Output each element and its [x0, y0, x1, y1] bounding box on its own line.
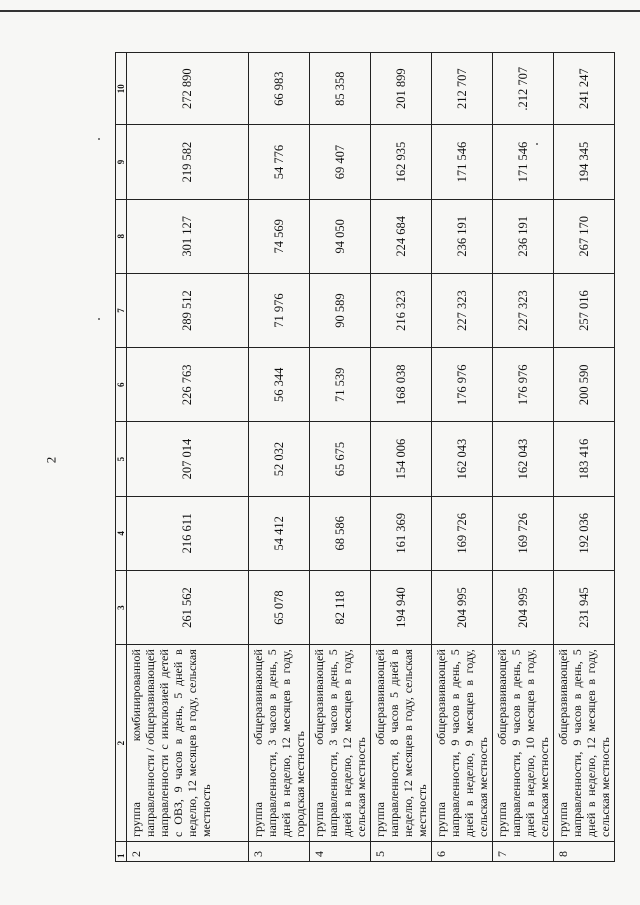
table-cell: 236 191: [493, 199, 554, 273]
table-cell: 227 323: [493, 273, 554, 347]
table-cell: 192 036: [554, 496, 615, 570]
table-cell: 169 726: [493, 496, 554, 570]
table-cell: 68 586: [310, 496, 371, 570]
row-description: группа комбинированной направленности / общеразвивающей направленности с инклюзией детей с ОВЗ, 9 часов в день, 5 дней в неделю, 12 месяцев в году, сельская местность: [127, 645, 249, 842]
table-cell: 227 323: [432, 273, 493, 347]
table-cell: 176 976: [493, 348, 554, 422]
table-row: [127, 53, 249, 862]
table-cell: 267 170: [554, 199, 615, 273]
row-index: 4: [310, 841, 371, 861]
column-header: 6: [116, 348, 127, 422]
table-cell: 69 407: [310, 125, 371, 199]
table-cell: 301 127: [127, 199, 249, 273]
table-cell: 66 983: [249, 53, 310, 125]
table-row: [493, 53, 554, 862]
table-cell: 257 016: [554, 273, 615, 347]
column-header: 10: [116, 53, 127, 125]
table-row: [554, 53, 615, 862]
table-cell: 216 323: [371, 273, 432, 347]
table-cell: 212 707: [432, 53, 493, 125]
table-cell: 168 038: [371, 348, 432, 422]
table-cell: 90 589: [310, 273, 371, 347]
table-row: [310, 53, 371, 862]
rotated-table-container: [115, 52, 615, 862]
scan-top-edge-line: [0, 10, 640, 12]
table-cell: 171 546: [432, 125, 493, 199]
header-row: [116, 53, 127, 862]
column-header: 2: [116, 645, 127, 842]
table-cell: 226 763: [127, 348, 249, 422]
table-cell: 162 935: [371, 125, 432, 199]
page-number: 2: [43, 456, 59, 464]
table-cell: 161 369: [371, 496, 432, 570]
table-cell: 201 899: [371, 53, 432, 125]
table-cell: 162 043: [432, 422, 493, 496]
row-description: группа общеразвивающей направленности, 3 часов в день, 5 дней в неделю, 12 месяцев в году, городская местность: [249, 645, 310, 842]
table-cell: 200 590: [554, 348, 615, 422]
scan-speck: [98, 318, 100, 320]
column-header: 4: [116, 496, 127, 570]
table-cell: 52 032: [249, 422, 310, 496]
table-cell: 65 675: [310, 422, 371, 496]
table-cell: 236 191: [432, 199, 493, 273]
table-cell: 224 684: [371, 199, 432, 273]
row-index: 7: [493, 841, 554, 861]
table-cell: 162 043: [493, 422, 554, 496]
table-cell: 241 247: [554, 53, 615, 125]
table-cell: 169 726: [432, 496, 493, 570]
column-header: 9: [116, 125, 127, 199]
row-description: группа общеразвивающей направленности, 9 часов в день, 5 дней в неделю, 10 месяцев в году, сельская местность: [493, 645, 554, 842]
table-cell: 85 358: [310, 53, 371, 125]
row-description: группа общеразвивающей направленности, 8 часов 5 дней в неделю, 12 месяцев в году, сельская местность: [371, 645, 432, 842]
column-header: 3: [116, 570, 127, 644]
table-cell: 231 945: [554, 570, 615, 644]
scan-speck: [98, 138, 100, 140]
table-cell: 74 569: [249, 199, 310, 273]
cost-table: [115, 52, 615, 862]
table-cell: .212 707: [493, 53, 554, 125]
table-cell: 94 050: [310, 199, 371, 273]
row-index: 8: [554, 841, 615, 861]
table-cell: 289 512: [127, 273, 249, 347]
table-cell: 204 995: [493, 570, 554, 644]
table-cell: 56 344: [249, 348, 310, 422]
row-description: группа общеразвивающей направленности, 9 часов в день, 5 дней в неделю, 12 месяцев в году, сельская местность: [554, 645, 615, 842]
row-index: 2: [127, 841, 249, 861]
table-cell: 204 995: [432, 570, 493, 644]
row-description: группа общеразвивающей направленности, 9 часов в день, 5 дней в неделю, 9 месяцев в году, сельская местность: [432, 645, 493, 842]
row-index: 3: [249, 841, 310, 861]
column-header: 5: [116, 422, 127, 496]
table-row: [432, 53, 493, 862]
table-cell: 261 562: [127, 570, 249, 644]
table-cell: 65 078: [249, 570, 310, 644]
table-row: [371, 53, 432, 862]
row-index: 5: [371, 841, 432, 861]
table-cell: 54 776: [249, 125, 310, 199]
column-header: 7: [116, 273, 127, 347]
column-header: 1: [116, 841, 127, 861]
table-cell: 54 412: [249, 496, 310, 570]
table-cell: 207 014: [127, 422, 249, 496]
table-cell: 82 118: [310, 570, 371, 644]
table-cell: 216 611: [127, 496, 249, 570]
table-cell: 219 582: [127, 125, 249, 199]
table-cell: 272 890: [127, 53, 249, 125]
table-cell: 71 976: [249, 273, 310, 347]
table-cell: 183 416: [554, 422, 615, 496]
table-cell: 176 976: [432, 348, 493, 422]
row-index: 6: [432, 841, 493, 861]
table-cell: 171 546: [493, 125, 554, 199]
table-cell: 194 940: [371, 570, 432, 644]
row-description: группа общеразвивающей направленности, 3 часов в день, 5 дней в неделю, 12 месяцев в году, сельская местность: [310, 645, 371, 842]
table-cell: 194 345: [554, 125, 615, 199]
column-header: 8: [116, 199, 127, 273]
table-row: [249, 53, 310, 862]
table-cell: 71 539: [310, 348, 371, 422]
table-cell: 154 006: [371, 422, 432, 496]
